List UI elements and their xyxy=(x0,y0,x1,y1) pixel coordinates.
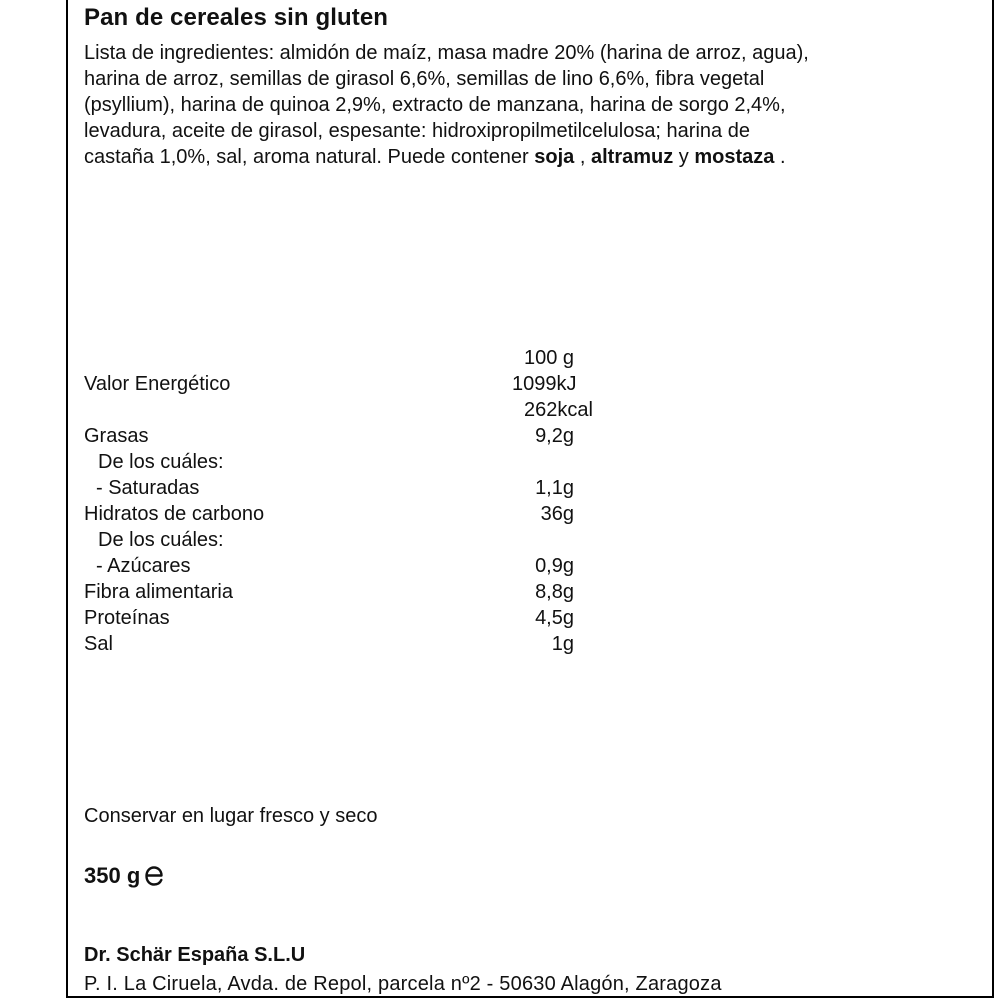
nutrition-row-energy-kcal xyxy=(84,397,644,423)
company-address: P. I. La Ciruela, Avda. de Repol, parcela nº2 - 50630 Alagón, Zaragoza xyxy=(84,973,722,995)
net-weight xyxy=(84,862,165,890)
ingredients-text: levadura, aceite de girasol, espesante: hidroxipropilmetilcelulosa; harina de xyxy=(84,120,750,142)
net-weight-value: 350 g xyxy=(84,863,141,888)
ingredients-text: . xyxy=(774,146,786,168)
nutrition-label: Grasas xyxy=(84,425,149,447)
nutrition-value: 4,5g xyxy=(535,607,574,629)
nutrition-row-saturated xyxy=(84,475,644,501)
ingredients-line xyxy=(84,144,984,170)
nutrition-value: 262kcal xyxy=(524,399,593,421)
nutrition-value: 8,8g xyxy=(535,581,574,603)
nutrition-label: Proteínas xyxy=(84,607,170,629)
nutrition-label: De los cuáles: xyxy=(98,529,224,551)
nutrition-label: - Saturadas xyxy=(96,477,200,499)
ingredients-list xyxy=(84,40,984,170)
ingredients-text: , xyxy=(574,146,591,168)
nutrition-row-carbohydrates xyxy=(84,501,644,527)
nutrition-row-protein xyxy=(84,605,644,631)
nutrition-row-sugars xyxy=(84,553,644,579)
ingredients-text: (psyllium), harina de quinoa 2,9%, extracto de manzana, harina de sorgo 2,4%, xyxy=(84,94,786,116)
nutrition-label: - Azúcares xyxy=(96,555,191,577)
storage-instructions: Conservar en lugar fresco y seco xyxy=(84,805,378,827)
estimated-sign-icon xyxy=(143,863,165,889)
nutrition-label: Valor Energético xyxy=(84,373,231,395)
allergen-text: mostaza xyxy=(694,146,775,168)
company-name: Dr. Schär España S.L.U xyxy=(84,944,306,966)
nutrition-label: Sal xyxy=(84,633,113,655)
nutrition-value: 1,1g xyxy=(535,477,574,499)
allergen-text: soja xyxy=(534,146,575,168)
nutrition-row-energy-kj xyxy=(84,371,644,397)
allergen-text: altramuz xyxy=(590,146,674,168)
nutrition-header-row xyxy=(84,345,644,371)
ingredients-text: y xyxy=(673,146,695,168)
product-title: Pan de cereales sin gluten xyxy=(84,4,389,31)
nutrition-label: Hidratos de carbono xyxy=(84,503,265,525)
nutrition-value: 1g xyxy=(551,633,574,655)
nutrition-value: 1099kJ xyxy=(512,373,577,395)
nutrition-row-fat-of-which xyxy=(84,449,644,475)
nutrition-row-salt xyxy=(84,631,644,657)
nutrition-row-fat xyxy=(84,423,644,449)
ingredients-line xyxy=(84,92,984,118)
ingredients-text: castaña 1,0%, sal, aroma natural. Puede contener xyxy=(84,146,535,168)
nutrition-label: Fibra alimentaria xyxy=(84,581,233,603)
nutrition-row-fibre xyxy=(84,579,644,605)
ingredients-line xyxy=(84,40,984,66)
nutrition-header: 100 g xyxy=(524,347,575,369)
nutrition-label: De los cuáles: xyxy=(98,451,224,473)
nutrition-value: 9,2g xyxy=(535,425,574,447)
nutrition-row-carbs-of-which xyxy=(84,527,644,553)
nutrition-value: 36g xyxy=(540,503,574,525)
ingredients-line xyxy=(84,66,984,92)
ingredients-line xyxy=(84,118,984,144)
ingredients-text: Lista de ingredientes: almidón de maíz, masa madre 20% (harina de arroz, agua), xyxy=(84,42,809,64)
nutrition-value: 0,9g xyxy=(535,555,574,577)
ingredients-text: harina de arroz, semillas de girasol 6,6%, semillas de lino 6,6%, fibra vegetal xyxy=(84,68,765,90)
